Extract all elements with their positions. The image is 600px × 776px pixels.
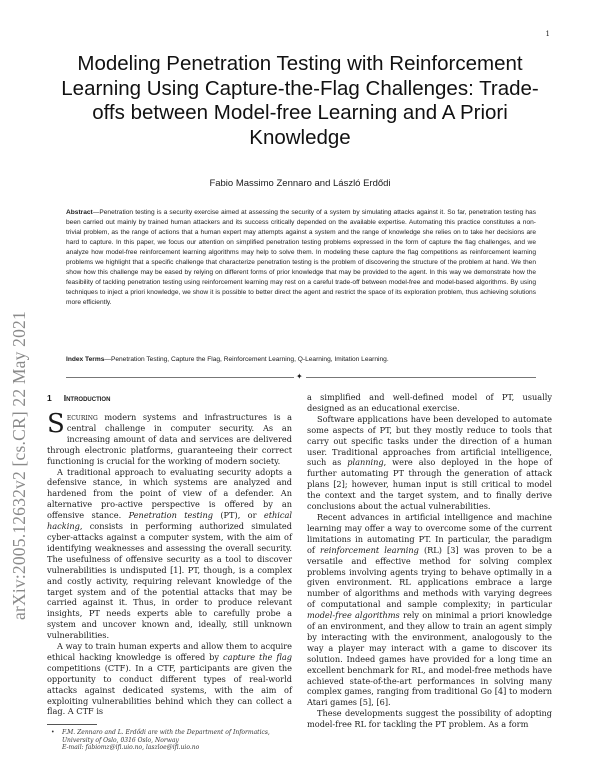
rp3-emphasis-1: reinforcement learning (320, 544, 419, 555)
abstract (66, 208, 536, 308)
p2-text-c: , consists in performing authorized simulated cyber-attacks against a computer system, with the aim of identifying weaknesses and assessing the overall security. The usefulness of offensive security as a tool to discover vulnerabilities is undisputed [1]. PT, though, is a complex and costly activity, requiring relevant knowledge of the target system and of the potential attacks that may be carried against it. Thus, in order to produce relevant insights, PT needs experts able to carefully probe a system and uncover known and, ideally, still unknown vulnerabilities. (47, 521, 292, 641)
footnote-rule (47, 724, 97, 725)
footnote-bullet: • (51, 729, 55, 736)
right-paragraph-1: a simplified and well-defined model of PT, usually designed as an educational exercise. (307, 392, 552, 413)
divider-line-right (306, 377, 536, 378)
divider-diamond-icon: ✦ (296, 372, 303, 381)
footnote-affiliation: F.M. Zennaro and L. Erdődi are with the Department of Informatics, University of Oslo, 0316 Oslo, Norway (62, 729, 270, 744)
rp3-text-c: rely on minimal a priori knowledge of an environment, and they allow to train an agent simply by interacting with the environment, analogously to the way a player may interact with a game to discover its solution. Indeed games have provided for a long time an excellent benchmark for RL, and model-free methods have achieved state-of-the-art performances in solving many complex games, ranging from traditional Go [4] to modern Atari games [5], [6]. (307, 610, 552, 708)
paper-title: Modeling Penetration Testing with Reinforcement Learning Using Capture-the-Flag Challenges: Trade-offs between Model-free Learning and A Priori Knowledge (61, 52, 539, 149)
footnote (52, 729, 292, 752)
section-number: 1 (47, 393, 52, 403)
intro-paragraph-3 (47, 641, 292, 717)
rp3-emphasis-2: model-free algorithms (307, 610, 400, 621)
divider-line-left (66, 377, 294, 378)
rp2-emphasis: planning (347, 457, 384, 468)
section-title: Introduction (63, 393, 111, 403)
abstract-text: —Penetration testing is a security exercise aimed at assessing the security of a system by simulating attacks against it. So far, penetration testing has been carried out mainly by trained human attackers and its success critically depended on the available expertise. Automating this practice constitutes a non-trivial problem, as the range of actions that a human expert may attempts against a system and the range of knowledge she relies on to take her decisions are hard to capture. In this paper, we focus our attention on simplified penetration testing problems expressed in the form of capture the flag challenges, and we analyze how model-free reinforcement learning algorithms may help to solve them. In modeling these capture the flag competitions as reinforcement learning problems we highlight that a specific challenge that characterize penetration testing is the problem of discovering the structure of the problem at hand. We then show how this challenge may be eased by relying on different forms of prior knowledge that may be provided to the agent. In this way we demonstrate how the feasibility of tackling penetration testing using reinforcement learning may rest on a careful trade-off between model-free and model-based algorithms. By using techniques to inject a priori knowledge, we show it is possible to better direct the agent and restrict the space of its exploration problem, thus achieving solutions more efficiently. (66, 209, 536, 306)
right-paragraph-3 (307, 512, 552, 708)
index-terms (66, 355, 536, 365)
p2-emphasis-2: ethical hacking (47, 510, 292, 532)
right-paragraph-4: These developments suggest the possibility of adopting model-free RL for tackling the PT problem. As a form (307, 708, 552, 730)
p3-text-a: A way to train human experts and allow them to acquire ethical hacking knowledge is offered by (47, 641, 292, 662)
rp2-text-a: Software applications have been developed to automate some aspects of PT, but they mostly reduce to tools that carry out specific tasks under the direction of a human user. Traditional approaches from artificial intelligence, such as (307, 413, 552, 468)
footnote-email: E-mail: fabiomz@ifi.uio.no, laszloe@ifi.uio.no (62, 744, 200, 752)
section-heading (47, 392, 292, 404)
intro-paragraph-1 (47, 409, 292, 467)
dropcap: S (47, 409, 65, 439)
arxiv-stamp: arXiv:2005.12632v2 [cs.CR] 22 May 2021 (9, 311, 29, 620)
p3-text-b: competitions (CTF). In a CTF, participants are given the opportunity to conduct different types of real-world attacks against dedicated systems, with the aim of exploiting vulnerabilities behind which they can collect a flag. A CTF is (47, 662, 292, 717)
authors: Fabio Massimo Zennaro and László Erdődi (209, 178, 391, 189)
page-number: 1 (545, 30, 550, 38)
rp3-text-a: Recent advances in artificial intelligence and machine learning may offer a way to overcome some of the current limitations in automating PT. In particular, the paradigm of (307, 511, 552, 555)
dropcap-smallcaps: ecuring (66, 412, 98, 422)
rp2-text-b: , were also deployed in the hope of further automating PT through the generation of attack plans [2]; however, human input is still critical to model the context and the target system, and to finally derive conclusions about the actual vulnerabilities. (307, 457, 552, 512)
right-paragraph-2 (307, 414, 552, 512)
abstract-label: Abstract (66, 209, 93, 216)
p2-text-b: (PT), or (212, 510, 264, 521)
index-terms-text: —Penetration Testing, Capture the Flag, Reinforcement Learning, Q-Learning, Imitation Learning. (104, 356, 389, 363)
right-column (307, 392, 552, 730)
left-column (47, 392, 292, 717)
index-terms-label: Index Terms (66, 356, 105, 363)
intro-paragraph-2 (47, 467, 292, 642)
rp3-text-b: (RL) [3] was proven to be a versatile and effective method for solving complex problems involving agents trying to behave optimally in a given environment. RL applications embrace a large number of algorithms and methods with varying degrees of computational and sample complexity; in particular (307, 544, 552, 610)
intro-paragraph-1-text: modern systems and infrastructures is a central challenge in computer security. As an increasing amount of data and services are delivered through electronic platforms, guaranteeing their correct functioning is crucial for the working of modern society. (47, 412, 292, 466)
p2-emphasis-1: Penetration testing (128, 510, 213, 521)
p3-emphasis: capture the flag (223, 651, 292, 662)
p2-text-a: A traditional approach to evaluating security adopts a defensive stance, in which systems are analyzed and hardened from the point of view of a defender. An alternative pro-active perspective is offered by an offensive stance. (47, 466, 292, 521)
